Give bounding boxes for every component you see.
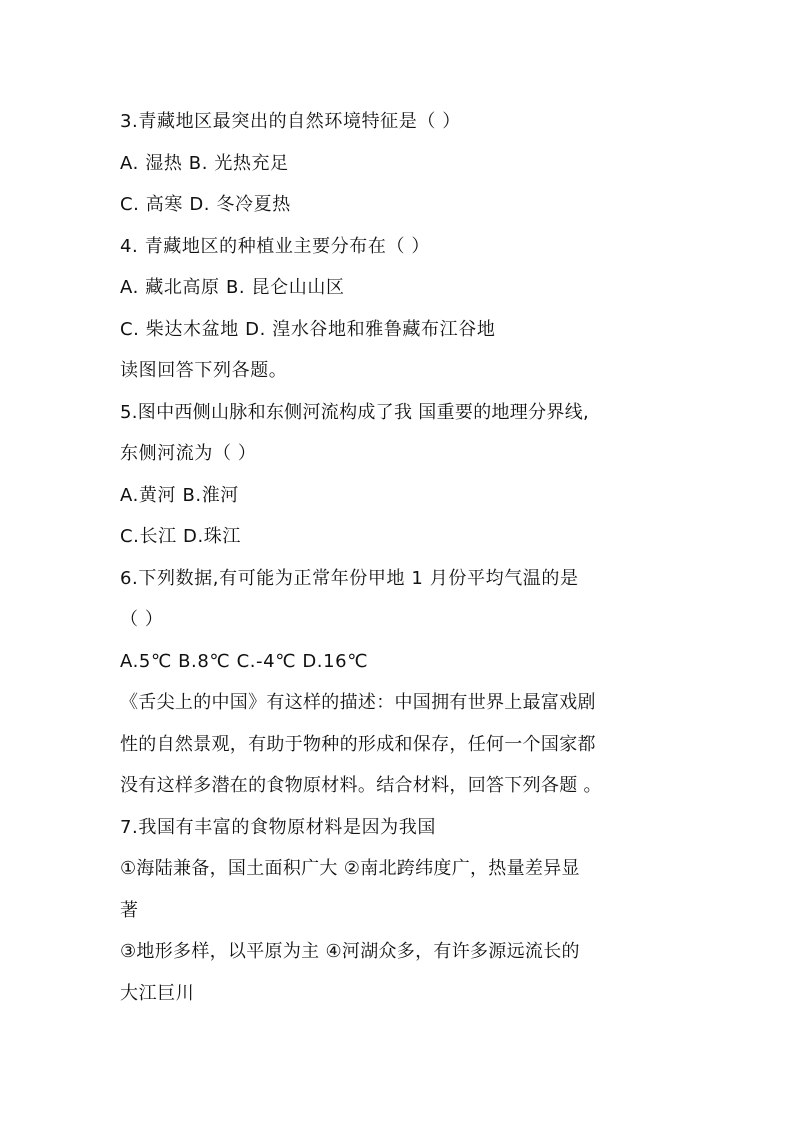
question-7-items-line-3: ③地形多样，以平原为主 ④河湖众多，有许多源远流长的 — [120, 941, 580, 962]
question-6-stem-line-1: 6.下列数据,有可能为正常年份甲地 1 月份平均气温的是 — [120, 567, 579, 589]
figure-instruction: 读图回答下列各题。 — [120, 360, 288, 381]
question-3-stem: 3.青藏地区最突出的自然环境特征是（ ） — [120, 111, 461, 132]
question-5-options-cd: C.长江 D.珠江 — [120, 526, 241, 547]
question-3-options-cd: C. 高寒 D. 冬冷夏热 — [120, 194, 291, 215]
question-7-stem: 7.我国有丰富的食物原材料是因为我国 — [120, 816, 436, 838]
question-7-items-line-1: ①海陆兼备，国土面积广大 ②南北跨纬度广，热量差异显 — [120, 858, 580, 879]
material-passage-line-3: 没有这样多潜在的食物原材料。结合材料，回答下列各题 。 — [120, 775, 602, 796]
question-6-options: A.5℃ B.8℃ C.-4℃ D.16℃ — [120, 650, 369, 672]
question-6-stem-line-2: （ ） — [120, 609, 164, 630]
question-7-items-line-2: 著 — [120, 899, 139, 921]
material-passage-line-1: 《舌尖上的中国》有这样的描述：中国拥有世界上最富戏剧 — [120, 692, 596, 713]
question-5-stem-line-1: 5.图中西侧山脉和东侧河流构成了我 国重要的地理分界线, — [120, 401, 590, 423]
question-5-options-ab: A.黄河 B.淮河 — [120, 484, 239, 506]
question-4-options-cd: C. 柴达木盆地 D. 湟水谷地和雅鲁藏布江谷地 — [120, 318, 496, 340]
question-text-body — [120, 101, 700, 1014]
question-4-stem: 4. 青藏地区的种植业主要分布在（ ） — [120, 235, 431, 257]
question-5-stem-line-2: 东侧河流为（ ） — [120, 443, 257, 464]
question-7-items-line-4: 大江巨川 — [120, 982, 195, 1004]
material-passage-line-2: 性的自然景观，有助于物种的形成和保存，任何一个国家都 — [120, 733, 596, 755]
question-3-options-ab: A. 湿热 B. 光热充足 — [120, 152, 289, 174]
question-4-options-ab: A. 藏北高原 B. 昆仑山山区 — [120, 277, 345, 298]
